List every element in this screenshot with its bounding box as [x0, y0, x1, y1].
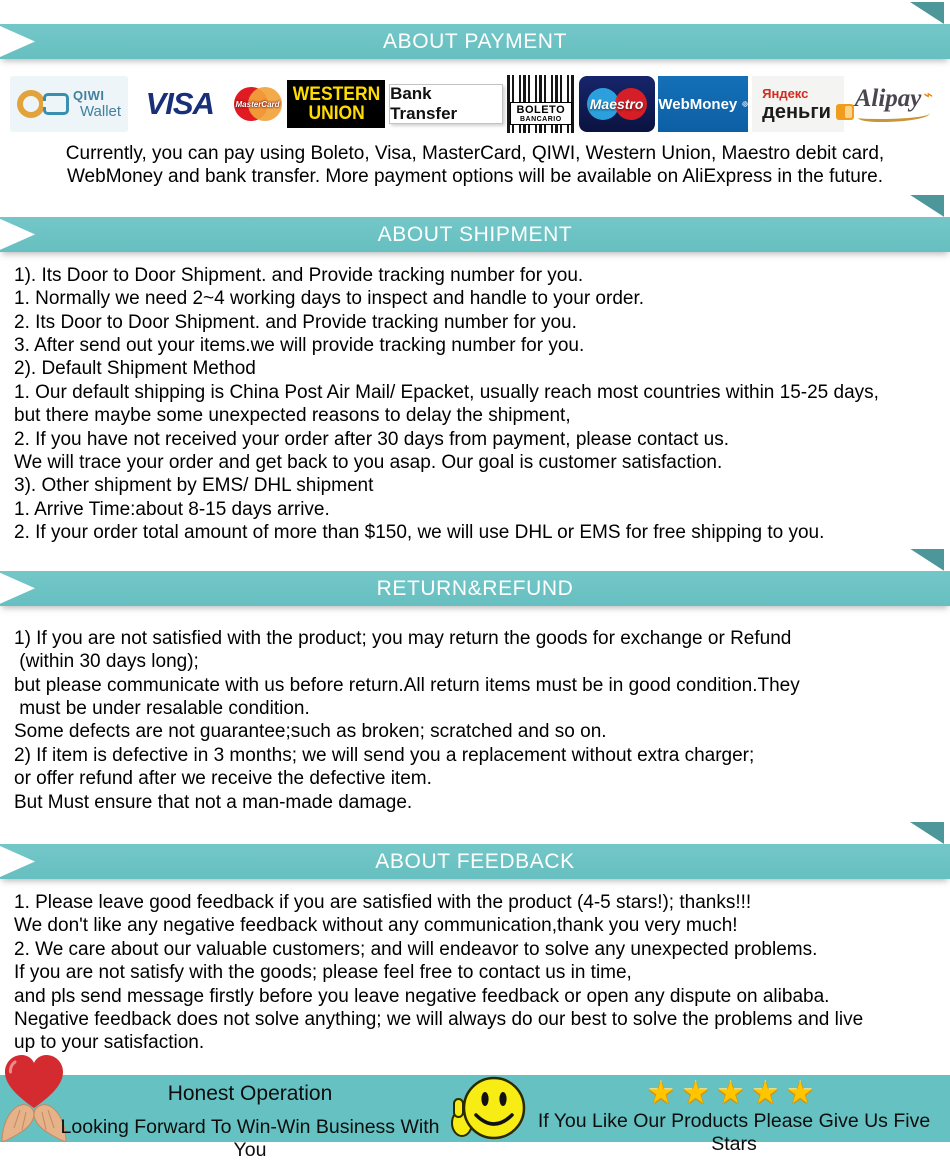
text-line: and pls send message firstly before you leave negative feedback or open any dispute on alibaba. — [14, 985, 830, 1007]
western-union-label-bottom: UNION — [308, 103, 365, 124]
text-line: must be under resalable condition. — [14, 697, 310, 719]
banner-title-return-refund: RETURN&REFUND — [376, 576, 574, 600]
text-line: 2. If your order total amount of more than $150, we will use DHL or EMS for free shipping to you. — [14, 522, 825, 544]
payment-icon-western-union — [287, 80, 385, 128]
ribbon-band — [0, 24, 950, 59]
text-line: 2. We care about our valuable customers; and will endeavor to solve any unexpected problems. — [14, 938, 818, 960]
mastercard-label: MasterCard — [235, 99, 280, 109]
alipay-spark-icon: ⌁ — [923, 87, 934, 104]
footer-tagline: Looking Forward To Win-Win Business With You — [60, 1115, 440, 1161]
yandex-label: Яндекс — [762, 85, 809, 101]
text-line: 2. Its Door to Door Shipment. and Provide tracking number for you. — [14, 311, 577, 333]
alipay-swoosh-icon — [858, 109, 930, 122]
text-line: but there maybe some unexpected reasons to delay the shipment, — [14, 405, 571, 427]
text-line: up to your satisfaction. — [14, 1032, 205, 1054]
boleto-label-bottom: BANCARIO — [519, 116, 562, 123]
smiley-thumbs-up-icon — [448, 1075, 530, 1143]
qiwi-label-bottom: Wallet — [79, 103, 122, 120]
banner-title-shipment: ABOUT SHIPMENT — [377, 222, 573, 246]
webmoney-label: WebMoney — [658, 95, 738, 113]
banner-about-feedback — [0, 844, 950, 879]
ribbon-band — [0, 217, 950, 252]
text-line: 3). Other shipment by EMS/ DHL shipment — [14, 475, 374, 497]
text-line: but please communicate with us before return.All return items must be in good condition.They — [14, 674, 800, 696]
star-icon: ★ — [786, 1074, 821, 1110]
star-icon: ★ — [716, 1074, 752, 1110]
text-line: We will trace your order and get back to you asap. Our goal is customer satisfaction. — [14, 452, 723, 474]
qiwi-ring-icon — [17, 90, 45, 118]
text-line: 3. After send out your items.we will provide tracking number for you. — [14, 335, 585, 357]
ribbon-band — [0, 844, 950, 879]
text-line: 2) If item is defective in 3 months; we will send you a replacement without extra charger; — [14, 744, 755, 766]
footer-banner — [0, 1074, 950, 1161]
text-line: But Must ensure that not a man-made damage. — [14, 791, 413, 813]
text-line: (within 30 days long); — [14, 651, 199, 673]
payment-icon-visa — [132, 76, 228, 132]
five-star-rating — [520, 1076, 948, 1109]
return-refund-text — [0, 606, 950, 814]
star-icon: ★ — [751, 1074, 787, 1110]
text-line: 2. If you have not received your order after 30 days from payment, please contact us. — [14, 428, 729, 450]
text-line: 1. Normally we need 2~4 working days to inspect and handle to your order. — [14, 288, 645, 310]
bank-transfer-label: Bank Transfer — [390, 84, 458, 123]
visa-label: VISA — [145, 86, 214, 121]
banner-about-shipment — [0, 217, 950, 252]
text-line: 1). Its Door to Door Shipment. and Provide tracking number for you. — [14, 264, 584, 286]
text-line: 1. Arrive Time:about 8-15 days arrive. — [14, 498, 330, 520]
banner-about-payment — [0, 24, 950, 59]
yandex-money-label: деньги — [762, 100, 831, 123]
western-union-label-top: WESTERN — [292, 84, 380, 105]
payment-methods-row — [10, 75, 940, 133]
ribbon-fold-icon — [910, 549, 944, 571]
ribbon-band — [0, 571, 950, 606]
ribbon-fold-icon — [910, 195, 944, 217]
alipay-label: Alipay — [854, 85, 922, 112]
star-icon: ★ — [681, 1074, 717, 1110]
feedback-text — [0, 879, 950, 1055]
banner-return-refund — [0, 571, 950, 606]
text-line: 1) If you are not satisfied with the product; you may return the goods for exchange or Refund — [14, 627, 792, 649]
webmoney-globe-icon — [742, 89, 748, 119]
star-icon: ★ — [647, 1074, 682, 1110]
text-line: We don't like any negative feedback without any communication,thank you very much! — [14, 915, 738, 937]
footer-heading: Honest Operation — [167, 1081, 333, 1105]
qiwi-wallet-icon — [43, 93, 69, 115]
text-line: Some defects are not guarantee;such as broken; scratched and so on. — [14, 721, 607, 743]
text-line: 1. Our default shipping is China Post Air Mail/ Epacket, usually reach most countries within 15-25 days, — [14, 381, 879, 403]
payment-icon-bank-transfer — [389, 84, 503, 124]
text-line: Currently, you can pay using Boleto, Visa, MasterCard, QIWI, Western Union, Maestro debit card, — [65, 143, 885, 164]
payment-icon-mastercard — [232, 76, 284, 132]
text-line: WebMoney and bank transfer. More payment options will be available on AliExpress in the future. — [66, 166, 884, 188]
payment-icon-maestro — [579, 76, 655, 132]
shipment-text — [0, 252, 950, 545]
text-line: 1. Please leave good feedback if you are satisfied with the product (4-5 stars!); thanks!!! — [14, 891, 752, 913]
text-line: Negative feedback does not solve anything; we will always do our best to solve the problems and live — [14, 1008, 864, 1030]
maestro-label: Maestro — [589, 96, 644, 112]
payment-icon-yandex-money — [752, 76, 844, 132]
ribbon-fold-icon — [910, 2, 944, 24]
yandex-wallet-icon — [836, 104, 854, 120]
banner-title-payment: ABOUT PAYMENT — [383, 30, 567, 53]
payment-icon-qiwi-wallet — [10, 76, 128, 132]
text-line: 2). Default Shipment Method — [14, 358, 256, 380]
text-line: If you are not satisfy with the goods; please feel free to contact us in time, — [14, 962, 632, 984]
text-line: or offer refund after we receive the defective item. — [14, 768, 432, 790]
payment-description — [0, 142, 950, 189]
banner-title-feedback: ABOUT FEEDBACK — [375, 849, 575, 873]
payment-icon-webmoney — [658, 76, 748, 132]
payment-icon-boleto — [507, 75, 575, 133]
payment-icon-alipay — [848, 76, 940, 132]
ribbon-fold-icon — [910, 822, 944, 844]
qiwi-label-top: QIWI — [72, 88, 105, 103]
footer-stars-label: If You Like Our Products Please Give Us Five Stars — [537, 1109, 931, 1155]
boleto-label-top: BOLETO — [516, 104, 566, 116]
